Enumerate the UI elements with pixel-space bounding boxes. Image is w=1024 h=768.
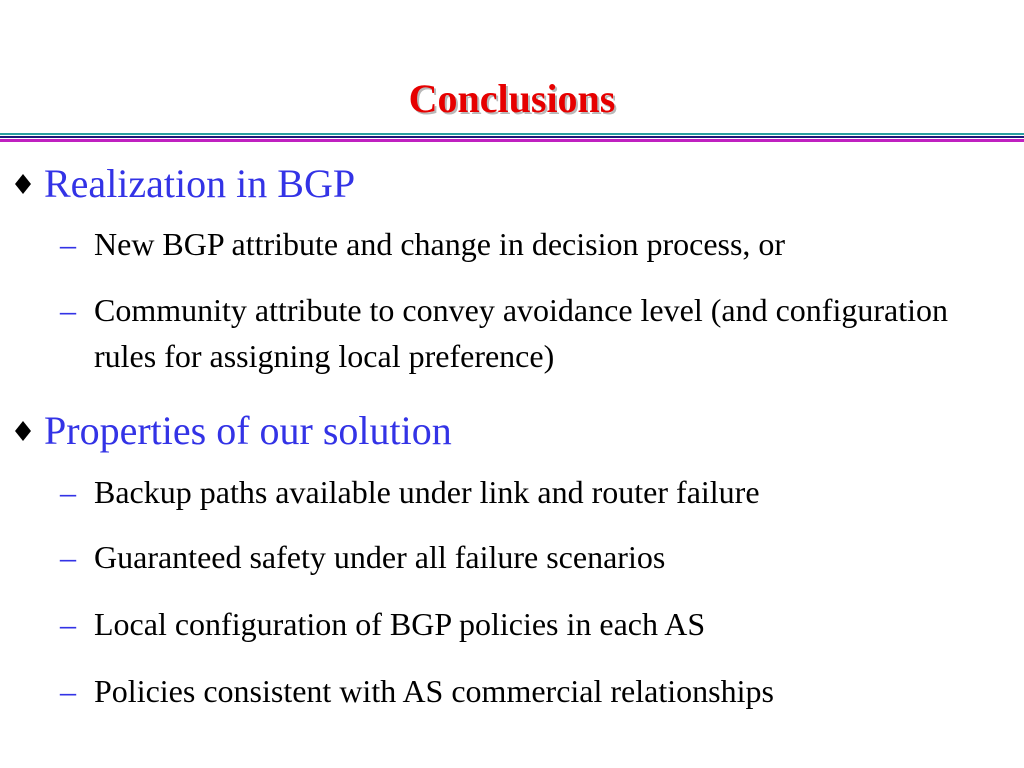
slide-title: Conclusions — [408, 76, 616, 121]
dash-marker: – — [60, 539, 76, 575]
dash-marker: – — [60, 474, 76, 510]
section-heading-realization — [14, 160, 355, 208]
list-item-text: Backup paths available under link and router failure — [94, 474, 760, 510]
list-item — [60, 469, 1000, 515]
list-item-text: New BGP attribute and change in decision process, or — [94, 226, 786, 262]
dash-marker: – — [60, 292, 76, 328]
list-item — [60, 601, 1000, 647]
list-item — [60, 287, 1000, 379]
list-item-text: Guaranteed safety under all failure scenarios — [94, 539, 666, 575]
divider-line-bottom — [0, 139, 1024, 142]
list-item — [60, 668, 1000, 714]
divider-line-top — [0, 133, 1024, 135]
title-divider — [0, 133, 1024, 143]
section-heading-text: Properties of our solution — [44, 408, 452, 453]
dash-marker: – — [60, 226, 76, 262]
divider-line-middle — [0, 136, 1024, 138]
diamond-icon — [14, 420, 32, 442]
section-heading-properties — [14, 407, 452, 455]
section-heading-text: Realization in BGP — [44, 161, 356, 206]
diamond-icon — [14, 173, 32, 195]
list-item — [60, 534, 1000, 580]
dash-marker: – — [60, 673, 76, 709]
list-item-text: Policies consistent with AS commercial relationships — [94, 673, 774, 709]
list-item-text: Local configuration of BGP policies in each AS — [94, 606, 706, 642]
list-item-text: Community attribute to convey avoidance level (and configuration rules for assigning local preference) — [94, 292, 948, 374]
list-item — [60, 221, 1000, 267]
dash-marker: – — [60, 606, 76, 642]
